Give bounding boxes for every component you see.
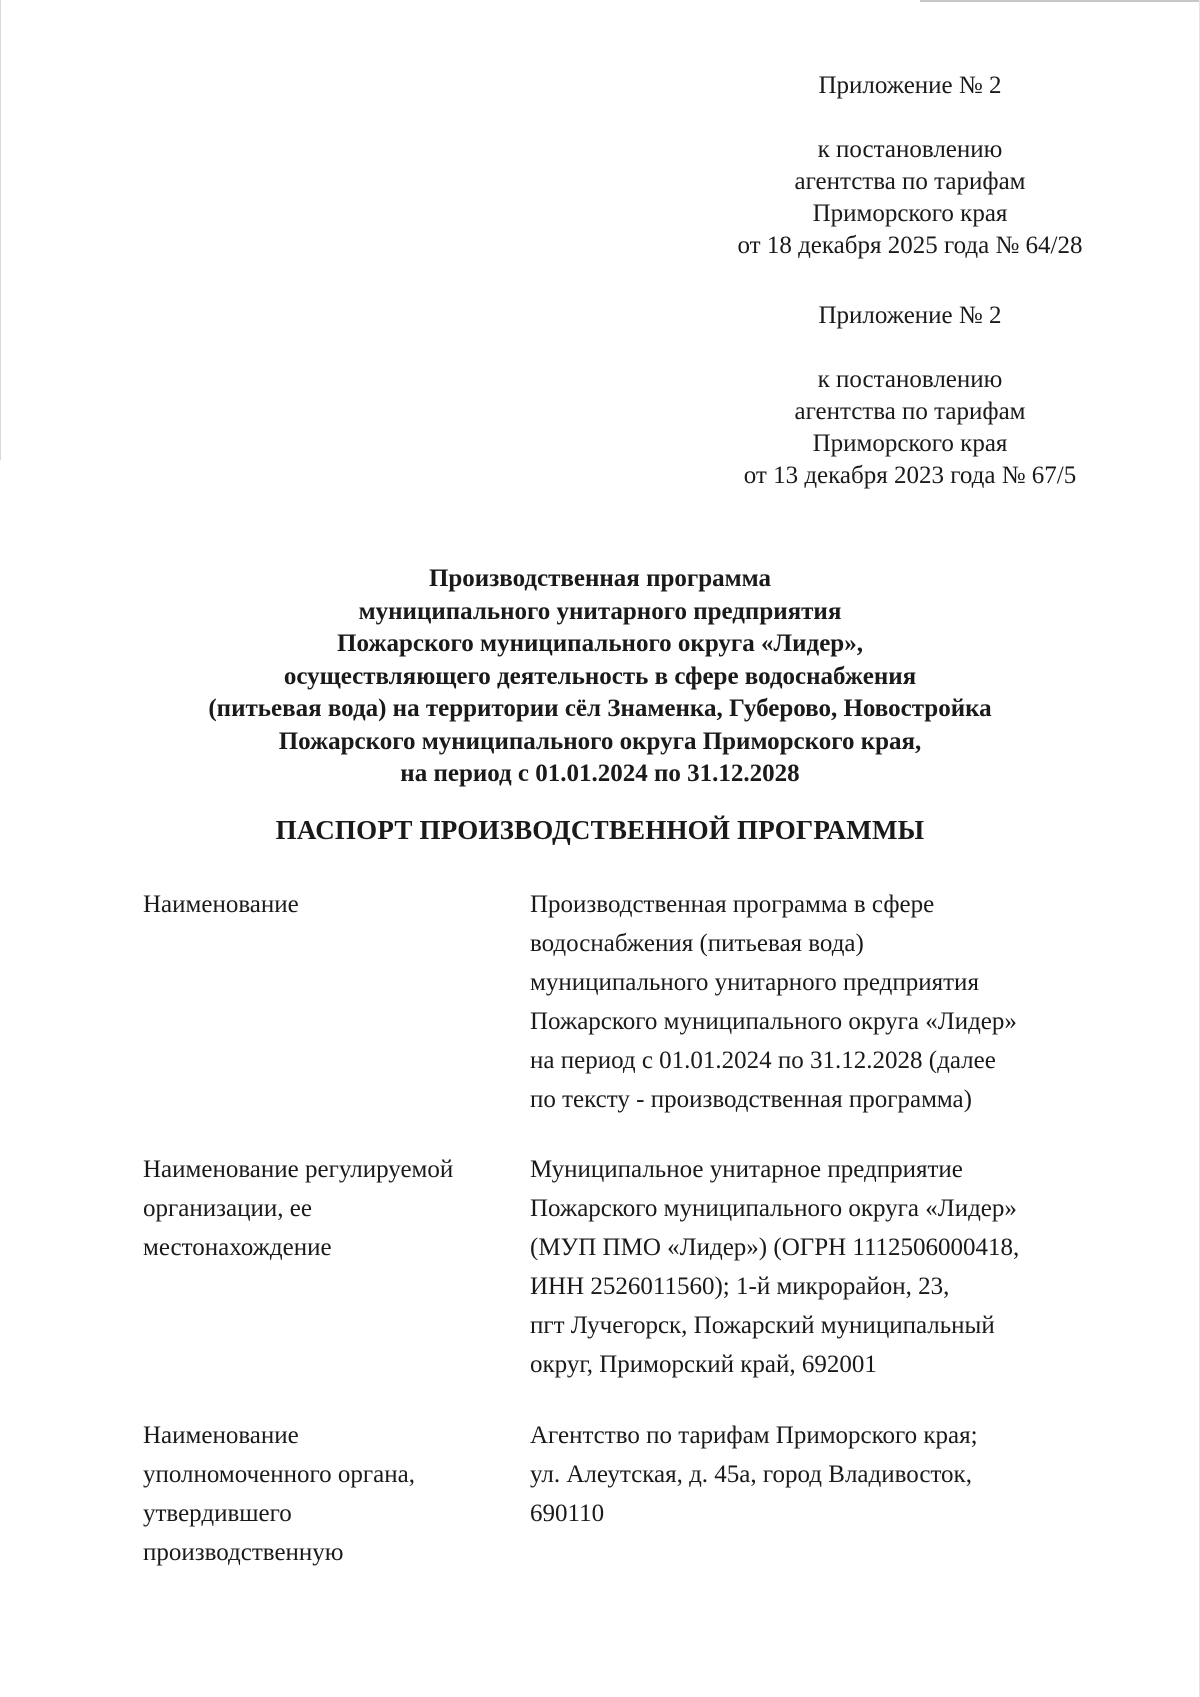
annex-number: Приложение № 2 — [818, 302, 1002, 329]
title-line: Пожарского муниципального округа «Лидер», — [337, 630, 863, 657]
title-line: (питьевая вода) на территории сёл Знаменка, Губерово, Новостройка — [208, 695, 992, 722]
passport-row-label: Наименование уполномоченного органа, утвердившего производственную — [143, 1422, 415, 1566]
program-title — [100, 563, 1100, 791]
annex-line: Приморского края — [812, 430, 1008, 457]
passport-row-name — [143, 885, 1090, 1119]
annex-resolution-date: от 18 декабря 2025 года № 64/28 — [737, 232, 1083, 259]
annex-line: к постановлению — [817, 136, 1003, 163]
annex-header-current — [700, 70, 1120, 262]
scan-edge-left — [0, 0, 1, 460]
title-line: осуществляющего деятельность в сфере водоснабжения — [283, 662, 917, 690]
annex-line: Приморского края — [812, 200, 1008, 227]
passport-row-value: Муниципальное унитарное предприятие Пожарского муниципального округа «Лидер» (МУП ПМО «Лидер») (ОГРН 1112506000418, ИНН 2526011560); 1-й микрорайон, 23, пгт Лучегорск, Пожарский муниципальный округ, Приморский край, 692001 — [530, 1156, 1020, 1378]
passport-row-value: Агентство по тарифам Приморского края; ул. Алеутская, д. 45а, город Владивосток, 690110 — [530, 1422, 978, 1527]
annex-number: Приложение № 2 — [818, 72, 1002, 99]
title-line: на период с 01.01.2024 по 31.12.2028 — [400, 760, 800, 787]
title-line: муниципального унитарного предприятия — [358, 597, 842, 625]
annex-resolution-date: от 13 декабря 2023 года № 67/5 — [743, 462, 1077, 489]
passport-row-label: Наименование регулируемой организации, ее местонахождение — [143, 1156, 454, 1261]
title-line: Производственная программа — [428, 565, 772, 592]
passport-heading: ПАСПОРТ ПРОИЗВОДСТВЕННОЙ ПРОГРАММЫ — [275, 815, 925, 845]
annex-line: агентства по тарифам — [794, 168, 1026, 195]
annex-header-previous — [700, 300, 1120, 492]
passport-row-value: Производственная программа в сфере водоснабжения (питьевая вода) муниципального унитарного предприятия Пожарского муниципального округа «Лидер» на период с 01.01.2024 по 31.12.2028 (далее по тексту - производственная программа) — [530, 891, 1017, 1113]
passport-row-label: Наименование — [143, 891, 299, 918]
passport-row-organization — [143, 1150, 1090, 1384]
annex-line: к постановлению — [817, 366, 1003, 393]
annex-line: агентства по тарифам — [794, 398, 1026, 425]
title-line: Пожарского муниципального округа Приморского края, — [278, 727, 922, 755]
passport-row-authority — [143, 1416, 1090, 1572]
scan-edge-top — [920, 0, 1200, 2]
